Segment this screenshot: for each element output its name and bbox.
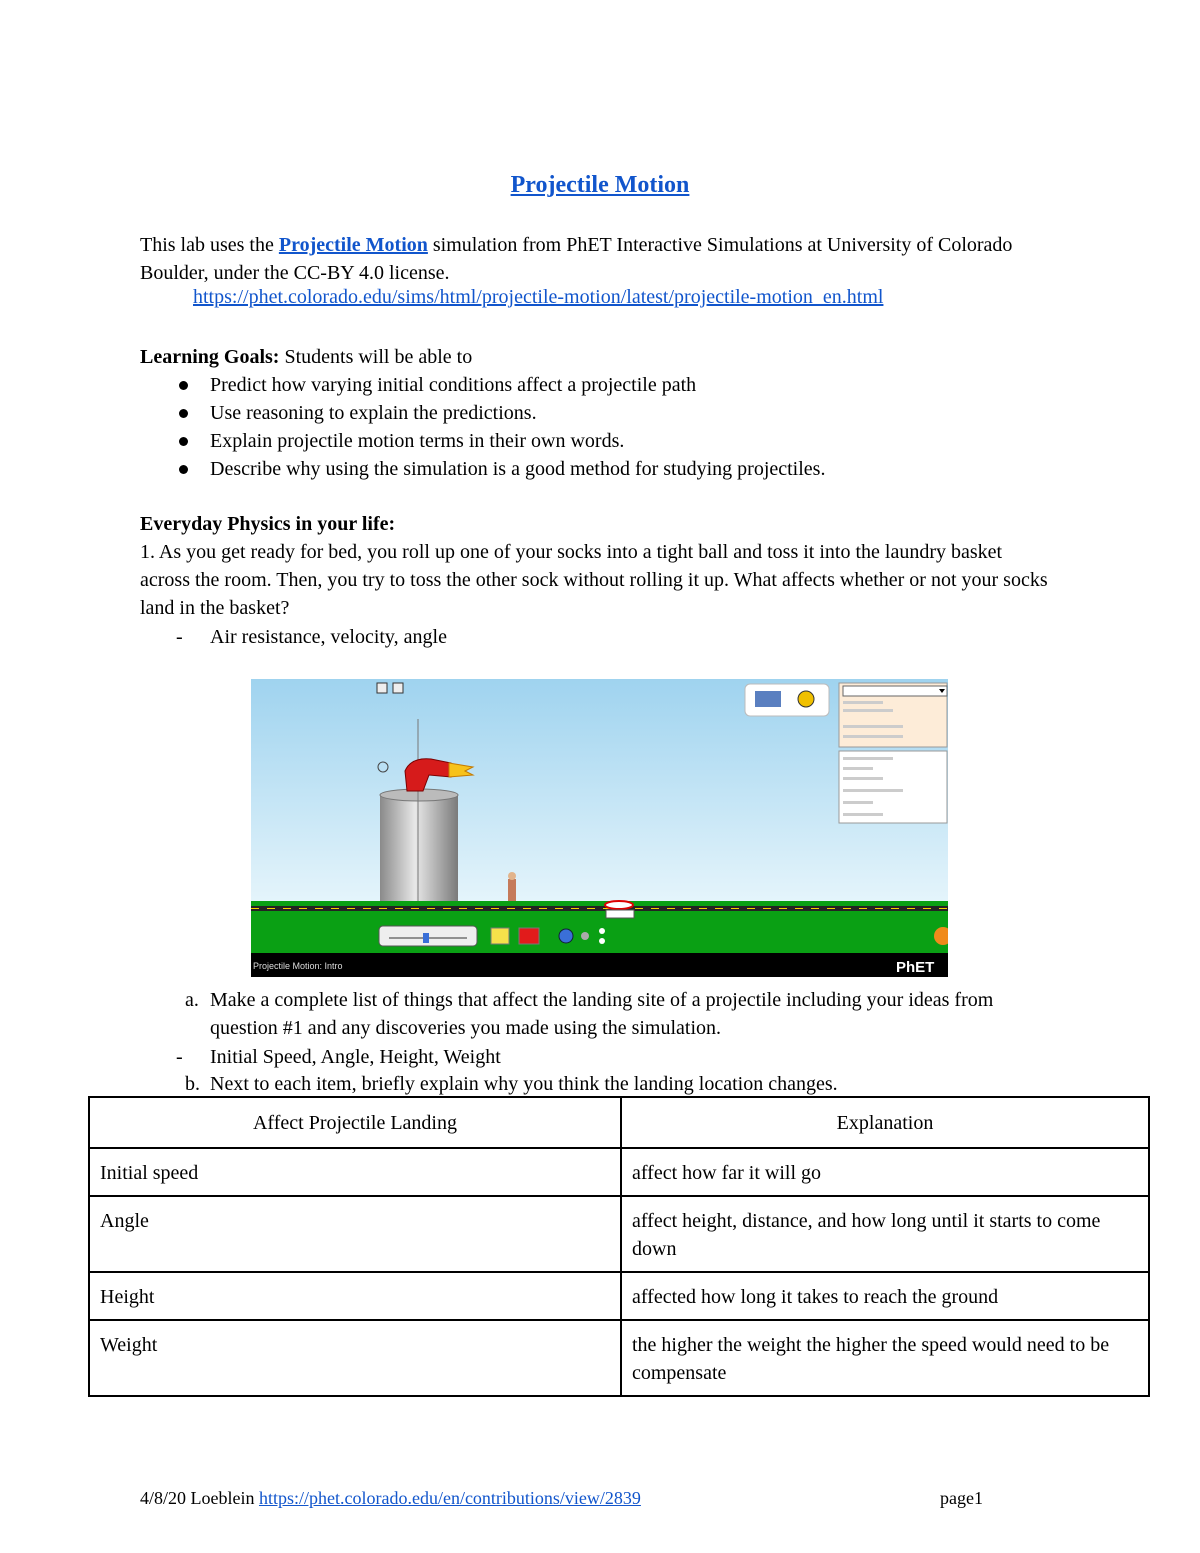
- bullet-icon: [179, 465, 188, 474]
- table-row: [89, 1148, 1149, 1196]
- intro-prefix: This lab uses the: [140, 234, 279, 256]
- simulation-screenshot: [251, 679, 948, 977]
- eraser-button: [491, 928, 509, 944]
- person: [508, 879, 516, 901]
- phet-logo: PhET: [896, 959, 935, 976]
- list-item: Predict how varying initial conditions affect a projectile path: [140, 371, 1070, 399]
- cannon-tower: [380, 795, 458, 907]
- learning-goals-list: [140, 371, 1070, 483]
- simulation-url-link[interactable]: https://phet.colorado.edu/sims/html/projectile-motion/latest/projectile-motion_en.html: [193, 286, 884, 308]
- simulation-url-line: [193, 286, 883, 309]
- bullet-icon: [179, 409, 188, 418]
- page-number: page1: [940, 1488, 983, 1508]
- title-link[interactable]: Projectile Motion: [510, 172, 690, 198]
- table-cell: Weight: [89, 1320, 621, 1396]
- fire-button: [519, 928, 539, 944]
- learning-goals-label: Learning Goals:: [140, 346, 280, 368]
- bullet-icon: [179, 381, 188, 390]
- table-cell: affect how far it will go: [621, 1148, 1149, 1196]
- vectors-panel: [839, 751, 947, 823]
- table-row: [89, 1272, 1149, 1320]
- simulation-link[interactable]: Projectile Motion: [278, 234, 428, 256]
- target: [605, 901, 633, 909]
- part-a: a. Make a complete list of things that affect the landing site of a projectile including your ideas from question #1 and any discoveries you made using the simulation.: [185, 989, 994, 1039]
- sim-navbar-title: Projectile Motion: Intro: [253, 961, 343, 971]
- footer-date-author: 4/8/20 Loeblein: [140, 1488, 259, 1508]
- list-item: Explain projectile motion terms in their own words.: [140, 427, 1070, 455]
- landing-factors-table: [88, 1096, 1150, 1397]
- table-cell: the higher the weight the higher the speed would need to be compensate: [621, 1320, 1149, 1396]
- page-footer: [140, 1488, 641, 1509]
- play-pause-button: [559, 929, 573, 943]
- learning-goals-lead: Students will be able to: [279, 346, 473, 368]
- footer-link[interactable]: https://phet.colorado.edu/en/contributions/view/2839: [258, 1488, 641, 1508]
- table-cell: affected how long it takes to reach the ground: [621, 1272, 1149, 1320]
- table-cell: Initial speed: [89, 1148, 621, 1196]
- list-item: Use reasoning to explain the predictions.: [140, 399, 1070, 427]
- list-item: Describe why using the simulation is a good method for studying projectiles.: [140, 455, 1070, 483]
- page-title: [0, 172, 1200, 199]
- everyday-heading: Everyday Physics in your life:: [140, 513, 396, 535]
- table-cell: Angle: [89, 1196, 621, 1272]
- intro-paragraph: [140, 231, 1070, 287]
- table-cell: affect height, distance, and how long until it starts to come down: [621, 1196, 1149, 1272]
- table-row: [89, 1196, 1149, 1272]
- intro-suffix: simulation from PhET Interactive Simulations at University of Colorado Boulder, under the CC-BY 4.0 license.: [140, 234, 1013, 284]
- table-header-row: [89, 1097, 1149, 1148]
- sim-navbar: [251, 953, 948, 977]
- learning-goals: [140, 343, 1070, 483]
- everyday-question: 1. As you get ready for bed, you roll up one of your socks into a tight ball and toss it into the laundry basket across the room. Then, you try to toss the other sock without rolling it up. What affects whether or not your socks land in the basket?: [140, 541, 1048, 619]
- bullet-icon: [179, 437, 188, 446]
- table-cell: Height: [89, 1272, 621, 1320]
- column-header: Explanation: [621, 1097, 1149, 1148]
- table-row: [89, 1320, 1149, 1396]
- column-header: Affect Projectile Landing: [89, 1097, 621, 1148]
